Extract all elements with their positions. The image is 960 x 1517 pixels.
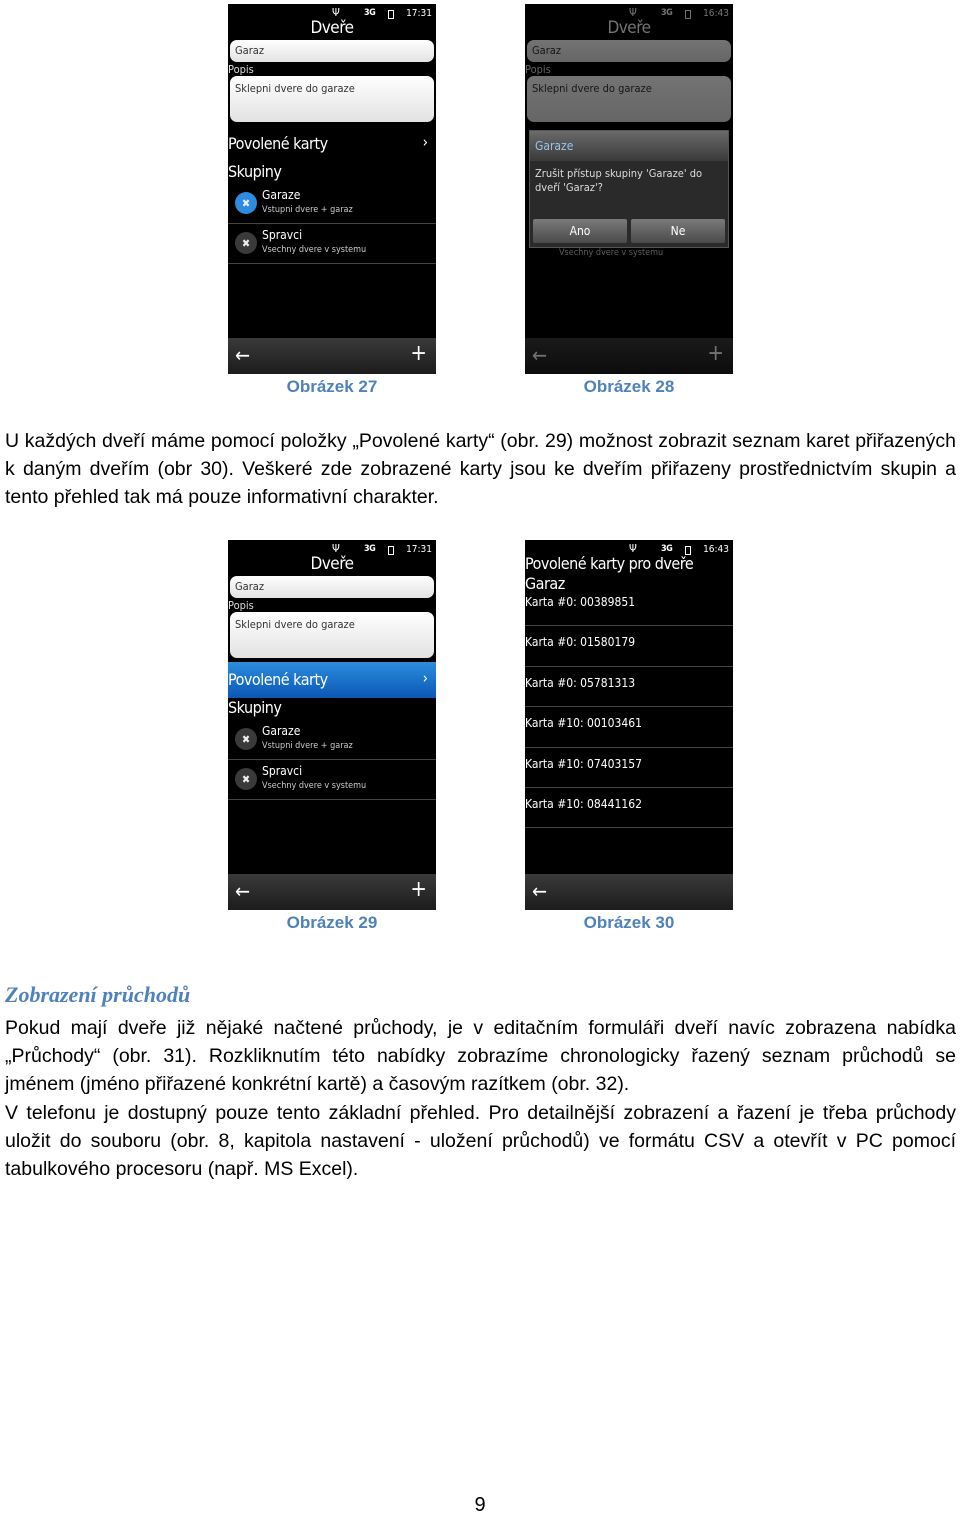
- screenshot-fig30: [525, 540, 733, 910]
- clock: 17:31: [406, 544, 432, 555]
- trash-icon[interactable]: ✖: [235, 768, 257, 790]
- network-type: 3G: [364, 544, 376, 554]
- card-item[interactable]: Karta #0: 01580179: [525, 635, 636, 649]
- caption-fig30: Obrázek 30: [583, 913, 675, 932]
- group-item[interactable]: [228, 760, 436, 800]
- group-item[interactable]: [228, 224, 436, 264]
- group-name: Garaze: [262, 724, 301, 738]
- group-desc: Vsechny dvere v systemu: [262, 245, 367, 255]
- confirm-dialog: [529, 130, 729, 248]
- screenshot-fig29: [228, 540, 436, 910]
- paragraph: Pokud mají dveře již nějaké načtené průchody, je v editačním formuláři dveří navíc zobrazena nabídka „Průchody“ (obr. 31). Rozkliknutím této nabídky zobrazíme chronologicky řazený seznam průchodů se jménem (jméno přiřazené konkrétní kartě) a časovým razítkem (obr. 32).: [5, 1017, 956, 1095]
- groups-heading: Skupiny: [228, 162, 282, 181]
- caption-fig29: Obrázek 29: [286, 913, 378, 932]
- group-desc: Vstupni dvere + garaz: [262, 741, 353, 751]
- group-name: Garaze: [262, 188, 301, 202]
- door-name-field[interactable]: Garaz: [230, 40, 434, 62]
- signal-icon: Ψ: [332, 6, 340, 19]
- description-label: Popis: [228, 63, 254, 76]
- description-field[interactable]: Sklepni dvere do garaze: [230, 76, 434, 122]
- paragraph: U každých dveří máme pomocí položky „Povolené karty“ (obr. 29) možnost zobrazit seznam karet přiřazených k daným dveřím (obr 30). Veškeré zde zobrazené karty jsou ke dveřím přiřazeny prostřednictvím skupin a tento přehled tak má pouze informativní charakter.: [5, 430, 956, 508]
- divider: [525, 706, 733, 707]
- divider: [525, 827, 733, 828]
- clock: 16:43: [703, 544, 729, 555]
- signal-icon: Ψ: [629, 542, 637, 555]
- description-field[interactable]: Sklepni dvere do garaze: [230, 612, 434, 658]
- arrow-left-icon[interactable]: ←: [235, 343, 251, 367]
- plus-icon[interactable]: +: [410, 877, 427, 902]
- trash-icon[interactable]: ✖: [235, 728, 257, 750]
- arrow-left-icon[interactable]: ←: [235, 879, 251, 903]
- card-item[interactable]: Karta #10: 08441162: [525, 797, 642, 811]
- dialog-message-line: dveří 'Garaz'?: [535, 181, 603, 194]
- door-name-field[interactable]: Garaz: [230, 576, 434, 598]
- groups-heading: Skupiny: [228, 698, 282, 717]
- toolbar: [525, 874, 733, 910]
- card-item[interactable]: Karta #0: 05781313: [525, 676, 636, 690]
- group-item[interactable]: [228, 720, 436, 760]
- allowed-cards-label: Povolené karty: [228, 670, 328, 689]
- group-name: Spravci: [262, 228, 303, 242]
- section-heading: Zobrazení průchodů: [5, 982, 191, 1007]
- no-button[interactable]: Ne: [631, 219, 725, 243]
- screenshot-fig27: [228, 4, 436, 374]
- chevron-right-icon: ›: [422, 669, 428, 687]
- page-number: 9: [474, 1494, 486, 1516]
- card-item[interactable]: Karta #0: 00389851: [525, 595, 636, 609]
- card-item[interactable]: Karta #10: 07403157: [525, 757, 642, 771]
- divider: [525, 747, 733, 748]
- clock: 17:31: [406, 8, 432, 19]
- dialog-message-line: Zrušit přístup skupiny 'Garaze' do: [535, 167, 703, 180]
- allowed-cards-label: Povolené karty: [228, 134, 328, 153]
- trash-icon[interactable]: ✖: [235, 232, 257, 254]
- dialog-title: Garaze: [530, 131, 728, 161]
- group-desc: Vstupni dvere + garaz: [262, 205, 353, 215]
- group-item[interactable]: [228, 184, 436, 224]
- trash-icon[interactable]: ✖: [235, 192, 257, 214]
- divider: [228, 263, 436, 264]
- divider: [228, 799, 436, 800]
- description-label: Popis: [228, 599, 254, 612]
- toolbar: [228, 874, 436, 910]
- chevron-right-icon: ›: [422, 133, 428, 151]
- network-type: 3G: [364, 8, 376, 18]
- screen-title: Dveře: [310, 18, 354, 38]
- arrow-left-icon[interactable]: ←: [532, 879, 548, 903]
- divider: [525, 787, 733, 788]
- group-desc: Vsechny dvere v systemu: [262, 781, 367, 791]
- signal-icon: Ψ: [332, 542, 340, 555]
- plus-icon[interactable]: +: [410, 341, 427, 366]
- divider: [525, 625, 733, 626]
- caption-fig27: Obrázek 27: [286, 377, 378, 396]
- network-type: 3G: [661, 544, 673, 554]
- card-item[interactable]: Karta #10: 00103461: [525, 716, 642, 730]
- screenshot-fig28: [525, 4, 733, 374]
- door-name: Garaz: [525, 574, 565, 593]
- paragraph: V telefonu je dostupný pouze tento základní přehled. Pro detailnější zobrazení a řazení je třeba průchody uložit do souboru (obr. 8, kapitola nastavení - uložení průchodů) ve formátu CSV a otevřít v PC pomocí tabulkového procesoru (např. MS Excel).: [5, 1102, 956, 1180]
- yes-button[interactable]: Ano: [533, 219, 627, 243]
- allowed-cards-item[interactable]: [228, 126, 436, 162]
- group-name: Spravci: [262, 764, 303, 778]
- allowed-cards-item[interactable]: [228, 662, 436, 698]
- dialog-message: [535, 167, 723, 195]
- toolbar: [228, 338, 436, 374]
- screen-title: Povolené karty pro dveře: [525, 554, 694, 573]
- screen-title: Dveře: [310, 554, 354, 574]
- caption-fig28: Obrázek 28: [583, 377, 675, 396]
- divider: [525, 666, 733, 667]
